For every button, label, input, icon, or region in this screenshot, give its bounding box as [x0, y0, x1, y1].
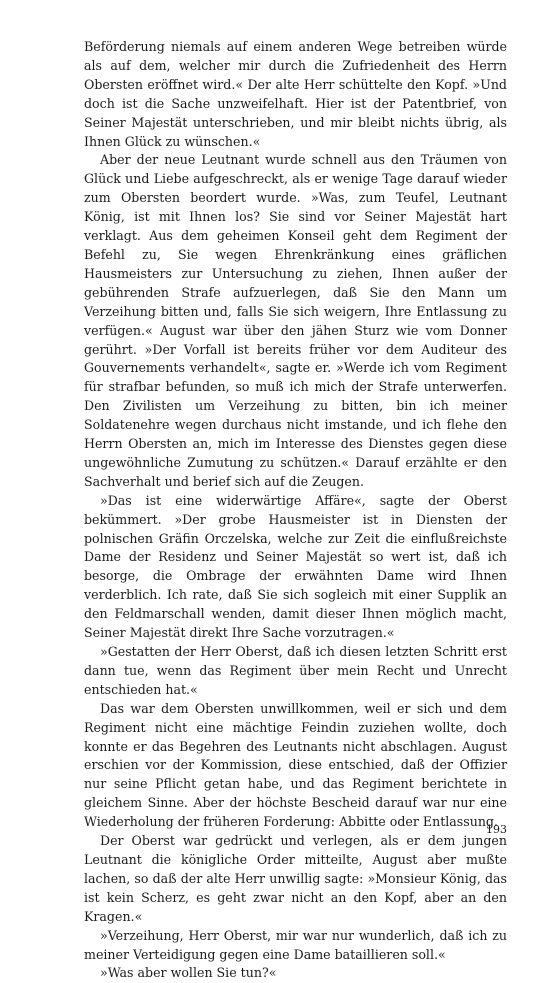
paragraph: »Gestatten der Herr Oberst, daß ich diesen letzten Schritt erst dann tue, wenn das Regiment über mein Recht und Unrecht entschieden hat.« — [84, 644, 507, 697]
body-text — [84, 38, 507, 983]
paragraph: Beförderung niemals auf einem anderen Wege betreiben würde als auf dem, welcher mir durch die Zufriedenheit des Herrn Obersten eröffnet wird.« Der alte Herr schüttelte den Kopf. »Und doch ist die Sache unzweifelhaft. Hier ist der Patentbrief, von Seiner Majestät unterschrieben, und mir bleibt nichts übrig, als Ihnen Glück zu wünschen.« — [84, 39, 507, 149]
paragraph: »Das ist eine widerwärtige Affäre«, sagte der Oberst bekümmert. »Der grobe Hausmeister ist in Diensten der polnischen Gräfin Orczelska, welche zur Zeit die einflußreichste Dame der Residenz und Seiner Majestät so wert ist, daß ich besorge, die Ombrage der erwähnten Dame wird Ihnen verderblich. Ich rate, daß Sie sich sogleich mit einer Supplik an den Feldmarschall wenden, damit dieser Ihnen möglich macht, Seiner Majestät direkt Ihre Sache vorzutragen.« — [84, 492, 507, 641]
paragraph: »Was aber wollen Sie tun?« — [100, 965, 277, 981]
paragraph: Aber der neue Leutnant wurde schnell aus den Träumen von Glück und Liebe aufgeschreckt, als er wenige Tage darauf wieder zum Obersten beordert wurde. »Was, zum Teufel, Leutnant König, ist mit Ihnen los? Sie sind vor Seiner Majestät hart verklagt. Aus dem geheimen Konseil geht dem Regiment der Befehl zu, Sie wegen Ehrenkränkung eines gräflichen Hausmeisters zur Untersuchung zu ziehen, Ihnen außer der gebührenden Strafe aufzuerlegen, daß Sie den Mann um Verzeihung bitten und, falls Sie sich weigern, Ihre Entlassung zu verfügen.« August war über den jähen Sturz wie vom Donner gerührt. »Der Vorfall ist bereits früher vor dem Auditeur des Gouvernements verhandelt«, sagte er. »Werde ich vom Regiment für strafbar befunden, so muß ich mich der Strafe unterwerfen. Den Zivilisten um Verzeihung zu bitten, bin ich meiner Soldatenehre wegen durchaus nicht imstande, und ich flehe den Herrn Obersten an, mich im Interesse des Dienstes gegen diese ungewöhnliche Zumutung zu schützen.« Darauf erzählte er den Sachverhalt und berief sich auf die Zeugen. — [84, 152, 507, 489]
paragraph: Das war dem Obersten unwillkommen, weil er sich und dem Regiment nicht eine mächtige Feindin zuziehen wollte, doch konnte er das Begehren des Leutnants nicht abschlagen. August erschien vor der Kommission, diese entschied, daß der Offizier nur seine Pflicht getan habe, und das Regiment berichtete in gleichem Sinne. Aber der höchste Bescheid darauf war nur eine Wiederholung der früheren Forderung: Abbitte oder Entlassung. — [84, 700, 507, 830]
paragraph: Der Oberst war gedrückt und verlegen, als er dem jungen Leutnant die königliche Order mitteilte, August aber mußte lachen, so daß der alte Herr unwillig sagte: »Monsieur König, das ist kein Scherz, es geht zwar nicht an den Kopf, aber an den Kragen.« — [84, 833, 507, 924]
paragraph: »Verzeihung, Herr Oberst, mir war nur wunderlich, daß ich zu meiner Verteidigung gegen eine Dame bataillieren soll.« — [84, 927, 507, 962]
page-number: 193 — [486, 823, 507, 836]
